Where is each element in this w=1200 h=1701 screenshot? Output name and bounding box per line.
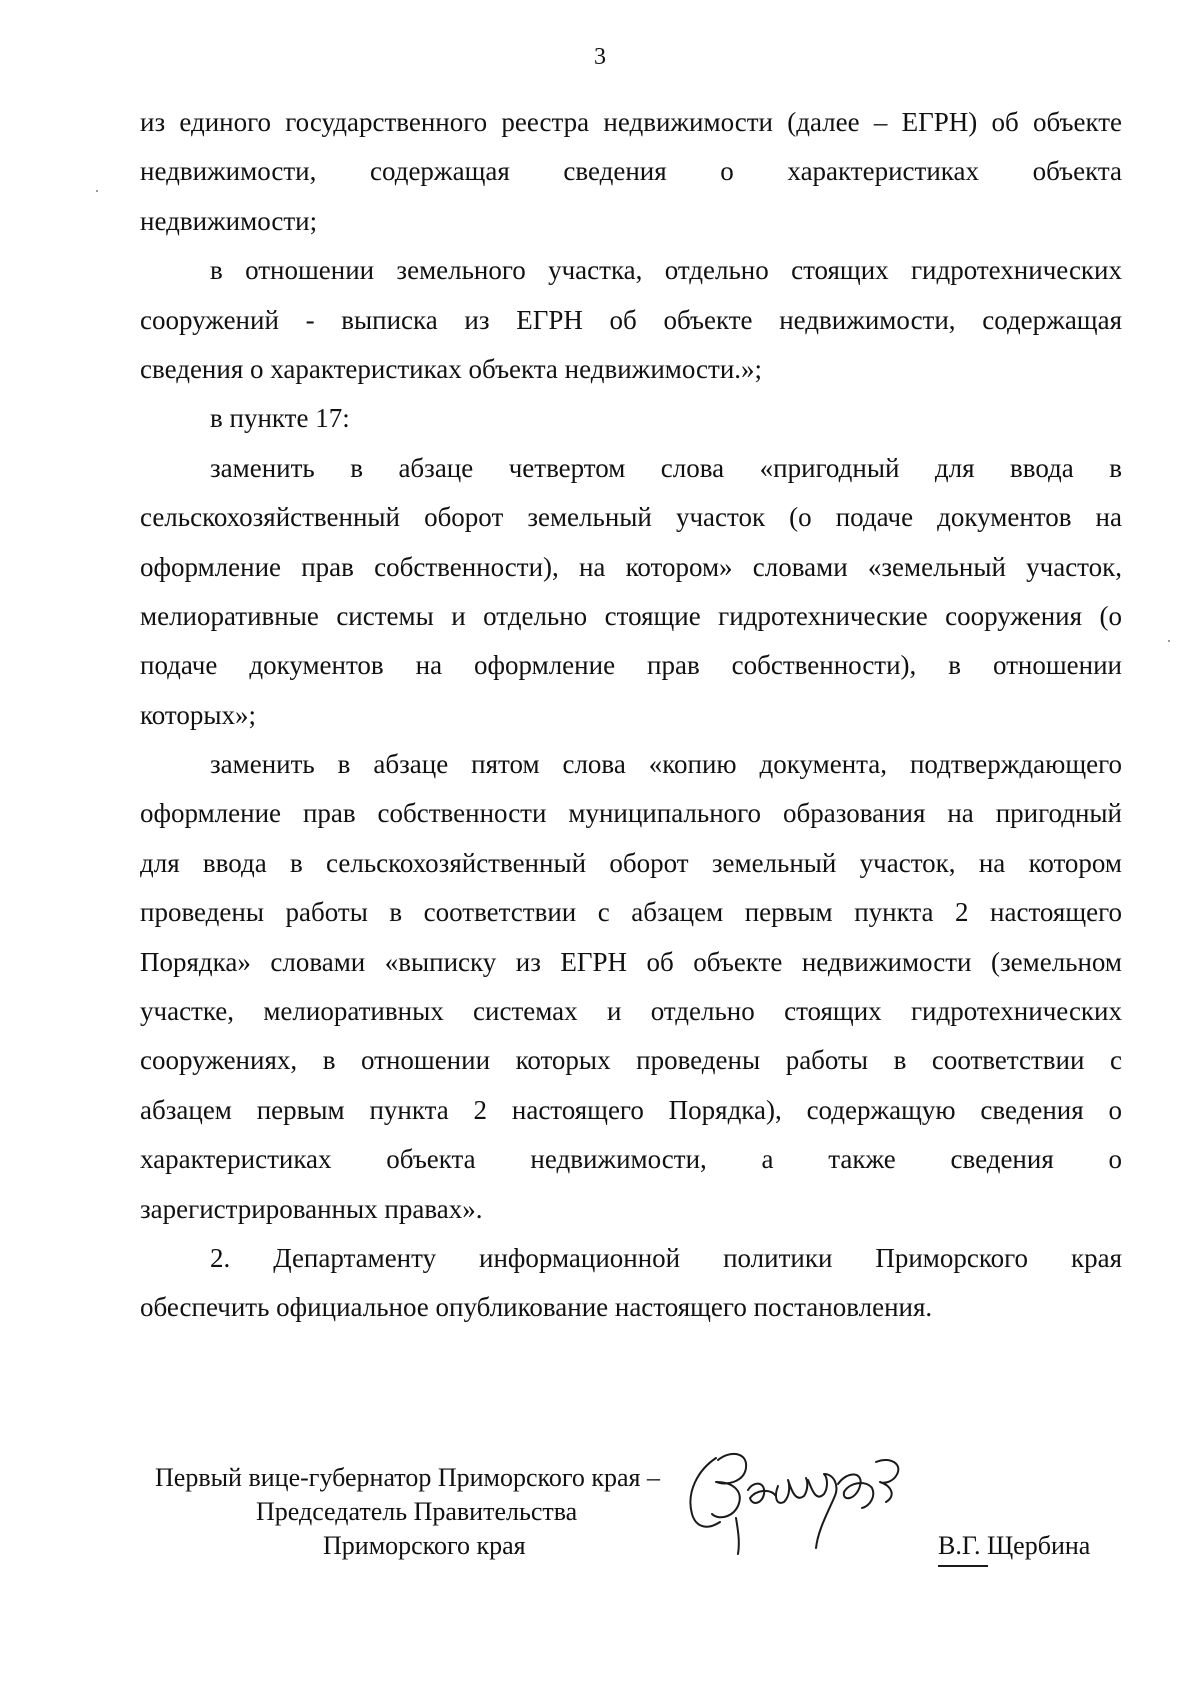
- text-line: из единого государственного реестра недвижимости (далее – ЕГРН) об объекте: [140, 107, 1122, 137]
- text-line: недвижимости;: [140, 205, 318, 236]
- text-line: сельскохозяйственный оборот земельный участок (о подаче документов на: [140, 502, 1122, 533]
- text-line: абзацем первым пункта 2 настоящего Порядка), содержащую сведения о: [140, 1094, 1122, 1125]
- text-line: мелиоративные системы и отдельно стоящие гидротехнические сооружения (о: [140, 600, 1122, 631]
- text-line: недвижимости, содержащая сведения о характеристиках объекта: [140, 156, 1122, 187]
- scan-speck: [1168, 640, 1170, 642]
- signer-title-line-2: Председатель Правительства: [256, 1497, 578, 1526]
- text-line: зарегистрированных правах».: [140, 1193, 483, 1224]
- text-line: проведены работы в соответствии с абзацем первым пункта 2 настоящего: [140, 897, 1122, 928]
- text-line: сооружениях, в отношении которых проведены работы в соответствии с: [140, 1045, 1122, 1076]
- text-line: 2. Департаменту информационной политики Приморского края: [210, 1242, 1122, 1273]
- page-number: 3: [594, 44, 606, 70]
- scan-speck: [96, 190, 98, 192]
- text-line: подаче документов на оформление прав собственности), в отношении: [140, 650, 1122, 681]
- text-line: сведения о характеристиках объекта недвижимости.»;: [140, 353, 763, 384]
- text-line: Порядка» словами «выписку из ЕГРН об объекте недвижимости (земельном: [140, 946, 1122, 977]
- signer-name: В.Г. Щербина: [938, 1531, 1091, 1560]
- signer-title-line-1: Первый вице-губернатор Приморского края –: [155, 1463, 660, 1492]
- text-line: в отношении земельного участка, отдельно стоящих гидротехнических: [210, 255, 1122, 286]
- text-line: заменить в абзаце пятом слова «копию документа, подтверждающего: [210, 749, 1122, 780]
- text-line: сооружений - выписка из ЕГРН об объекте недвижимости, содержащая: [140, 304, 1122, 335]
- text-line: обеспечить официальное опубликование настоящего постановления.: [140, 1292, 933, 1323]
- signature-underline: [938, 1563, 988, 1569]
- text-line: заменить в абзаце четвертом слова «пригодный для ввода в: [210, 452, 1122, 483]
- text-line: участке, мелиоративных системах и отдельно стоящих гидротехнических: [140, 996, 1122, 1027]
- text-line: для ввода в сельскохозяйственный оборот земельный участок, на котором: [140, 847, 1122, 878]
- handwritten-signature: [678, 1430, 928, 1560]
- text-line: оформление прав собственности муниципального образования на пригодный: [140, 798, 1122, 829]
- text-line: оформление прав собственности), на котором» словами «земельный участок,: [140, 551, 1122, 582]
- document-body: [140, 98, 1122, 1333]
- text-line: характеристиках объекта недвижимости, а также сведения о: [140, 1144, 1122, 1175]
- text-line: которых»;: [140, 699, 256, 730]
- signer-title-line-3: Приморского края: [323, 1531, 526, 1560]
- text-line: в пункте 17:: [210, 403, 350, 434]
